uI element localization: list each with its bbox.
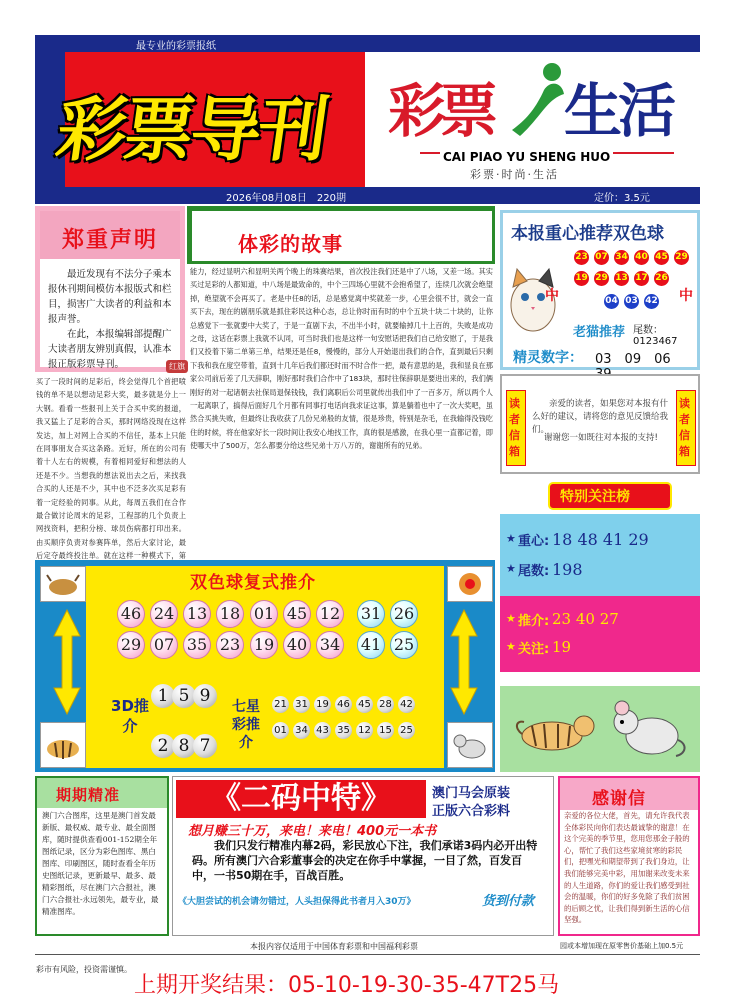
left-article: 买了一段时间的足彩后，终会觉得几个首把喷钱的单不是以想动足彩大奖，最多就是分上一大钢。看看一些报刊上关于合买中奖的报道，我又猛上了足彩的合买，那时网络没现在这样发达，加上对网上合买的不信任，基本上只能在同事朋友合买这条路。近好，所在的公司有着十人左右的规模，有着相同爱好和想法的人还是不少。当想我的想法说出去之后，来找我合买的人还是不少，其中也不泛多次买足彩有着一定经验的同事。从此，每周五我们在合作最合做讨论周末的足彩，工程部的几个负责上网找资料，把积分榜、球员伤病都打印出来。由买顺序负责对参赛阵单，然后大家讨论，最后定夺最终投注单。就在这样一种模式下，第 — [36, 377, 186, 561]
jingzhun-title: 期期精准 — [56, 786, 121, 804]
special-value-2: 198 — [552, 560, 583, 579]
compound-ball: 25 — [390, 631, 418, 659]
arrow-updown-right-icon — [451, 610, 477, 714]
ad-bottom: 《大胆尝试的机会请勿错过，人头担保得此书者月入30万》 — [178, 897, 416, 907]
compound-title: 双色球复式推介 — [190, 573, 316, 593]
price: 定价：3.5元 — [594, 193, 650, 204]
special-pink-panel — [500, 596, 700, 672]
special-star-icon: ★ — [506, 532, 516, 545]
rat-small-icon — [448, 723, 492, 767]
red-ball: 29 — [594, 271, 609, 286]
cat-label: 老猫推荐 — [573, 325, 626, 340]
special-star-icon: ★ — [506, 562, 516, 575]
corner-rooster-icon — [40, 566, 86, 602]
mailbox-body: 亲爱的读者，如果您对本报有什么好的建议，请将您的意见反馈给我们。 — [532, 399, 669, 435]
compound-ball: 24 — [150, 600, 178, 628]
header-band — [35, 35, 700, 52]
spirit-numbers: 03 09 06 — [595, 352, 671, 367]
jingzhun-body: 澳门六合图库，这里是澳门首发最新版、最权威、最专业、最全面图库，随时提供查看001-152期全年图纸记录，区分为彩色图库、黑白图库、印刷图区，随时查看全年历史图纸记录，更新最早、最多、最精彩图纸，尽在澳门六合报社，澳门六合报社-永远领先，最专业，最精准图库。 — [42, 811, 159, 916]
right-note: 园或本增加现在原零售价基础上加0.5元 — [560, 942, 684, 950]
compound-ball: 07 — [150, 631, 178, 659]
ox-icon — [41, 567, 85, 601]
compound-ball: 19 — [250, 631, 278, 659]
logo — [366, 52, 700, 187]
compound-ball: 01 — [250, 600, 278, 628]
logo-text-left: 彩票 — [388, 77, 493, 145]
slogan: 最专业的彩票报纸 — [136, 41, 216, 52]
qixing-ball: 12 — [356, 722, 373, 739]
dragon-icon — [448, 567, 492, 601]
red-ball: 23 — [574, 250, 589, 265]
compound-ball: 35 — [183, 631, 211, 659]
logo-tagline: 彩票·时尚·生活 — [470, 168, 559, 181]
ad-slogan: 想月赚三十万，来电！来电！400元一本书 — [188, 824, 437, 839]
declaration-stamp: 红旗 — [166, 360, 188, 373]
thanks-title: 感谢信 — [592, 789, 646, 809]
qixing-ball: 42 — [398, 696, 415, 713]
qixing-ball: 45 — [356, 696, 373, 713]
mailbox-label-left: 读者信箱 — [509, 397, 520, 458]
recommend-title: 本报重心推荐双色球 — [511, 224, 664, 244]
logo-runner-icon — [506, 60, 572, 140]
qixing-label: 七星彩推介 — [232, 699, 260, 751]
story-body: 能力，经过显明六和显明关两个晚上的珠赛结果，首次投注我们还是中了八场，又差一场。其实买过足彩的人都知道，中八场是最致命的，中个三四场心里就不会抱希望了，连续几次就会绝望掉，绝望就不会再买了。老是中任8的话，总是感觉离中奖就差一步，心里会很不甘，就会一直买下去，现在的剧朋乐就是抓住彩民这种心态，总让你时而有时的中个五块十块二十块的，让你总感觉下一张就要中大奖了，于是一直剧下去，不出半小时，就要输掉几十上百的，失败是成功之母，这话在彩票上我就不认同，可当时我们也是这样一句安慰话把我们自己给安慰了，于是我们又投着下第二单第三单，结果还是任8，慢慢的，部分人开始退出我们的合作，直到最后只剩下我和我在度空带着，直到十几年后我们都还时而不时合作一把，最有意思的是，我和显良在那家公司前后差了几天辞职，刚好那时我们合作中了183块，那时往保辞职是要进出来的，我们俩刚好的对一起诸朝去社保局退保钱钱，我们离职后公司里就传出我们中了一百多万，所以两个人一起离职了，搞得后面好几个月都有同事打电话向我求证这事，算是躺着也中了一次大奖吧，虽然合买挑失败，但最终让我收获了几份兄弟般的友情，很是珍贵，特别是杂毛，在我输得没钱吃住的时候，将在他家好长一段时间让我安心地找工作，真的很是感激，在我心里一直都记着，即使哪天中了500万，怎么都要分给这些兄弟十万八万的，谢谢所有的兄弟。 — [190, 267, 493, 451]
ad-side1: 澳门马会原装 — [432, 786, 511, 801]
special-label-2: 尾数: — [518, 564, 550, 579]
special-label-3: 推介: — [518, 614, 550, 629]
special-value-1: 18 48 41 29 — [552, 530, 649, 549]
compound-ball: 12 — [316, 600, 344, 628]
special-title: 特别关注榜 — [560, 489, 630, 505]
left-note: 彩市有风险，投资需谨慎。 — [36, 965, 132, 974]
compound-ball: 26 — [390, 600, 418, 628]
compound-ball: 13 — [183, 600, 211, 628]
qixing-ball: 28 — [377, 696, 394, 713]
threed-ball: 2 — [151, 734, 175, 758]
threed-ball: 1 — [151, 684, 175, 708]
qixing-ball: 46 — [335, 696, 352, 713]
compound-ball: 34 — [316, 631, 344, 659]
red-ball: 29 — [674, 250, 689, 265]
red-ball: 34 — [614, 250, 629, 265]
declaration-title: 郑重声明 — [62, 228, 159, 253]
recommend-balls — [500, 210, 700, 370]
threed-ball: 5 — [172, 684, 196, 708]
lottery-result: 上期开奖结果：05-10-19-30-35-47T25马 — [134, 973, 560, 998]
red-ball: 17 — [634, 271, 649, 286]
compound-ball: 23 — [216, 631, 244, 659]
logo-pinyin: CAI PIAO YU SHENG HUO — [440, 150, 613, 164]
mailbox-label-right: 读者信箱 — [679, 397, 690, 458]
threed-ball: 7 — [193, 734, 217, 758]
qixing-ball: 31 — [293, 696, 310, 713]
mid-label-left: 中 — [545, 288, 559, 304]
special-blue-panel — [500, 514, 700, 596]
red-ball: 13 — [614, 271, 629, 286]
special-star-icon: ★ — [506, 612, 516, 625]
compound-ball: 41 — [357, 631, 385, 659]
story-title: 体彩的故事 — [238, 232, 343, 256]
compound-ball: 31 — [357, 600, 385, 628]
masthead-title: 彩票导刊 — [51, 89, 331, 171]
ad-body: 我们只发行精准内幕2码，彩民放心下注，我们承诺3码内必开出特码。所有澳门六合彩董事会的决定在你手中掌握，一目了然，百发百中，一书50期在手，百战百胜。 — [192, 839, 538, 882]
corner-tiger-icon — [40, 722, 86, 768]
corner-rat-icon — [447, 722, 493, 768]
qixing-ball: 34 — [293, 722, 310, 739]
compound-ball: 29 — [117, 631, 145, 659]
mouse-icon — [604, 696, 690, 762]
threed-ball: 9 — [193, 684, 217, 708]
compound-ball: 40 — [283, 631, 311, 659]
red-ball: 40 — [634, 250, 649, 265]
qixing-ball: 35 — [335, 722, 352, 739]
center-note: 本报内容仅适用于中国体育彩票和中国福利彩票 — [250, 942, 418, 951]
tiger-icon — [512, 700, 596, 760]
spirit-label: 精灵数字： — [513, 350, 583, 366]
threed-ball: 8 — [172, 734, 196, 758]
ad-cod: 货到付款 — [482, 894, 535, 909]
special-label-1: 重心: — [518, 534, 550, 549]
qixing-ball: 25 — [398, 722, 415, 739]
red-ball: 19 — [574, 271, 589, 286]
blue-ball: 03 — [624, 294, 639, 309]
declaration-p2: 在此，本报编辑部提醒广大读者朋友辨别真假，认准本报正版彩票导刊。 — [48, 329, 172, 370]
red-ball: 26 — [654, 271, 669, 286]
red-ball: 07 — [594, 250, 609, 265]
special-value-3: 23 40 27 — [552, 610, 619, 628]
qixing-ball: 15 — [377, 722, 394, 739]
qixing-ball: 43 — [314, 722, 331, 739]
arrow-updown-left-icon — [54, 610, 80, 714]
ad-title: 《二码中特》 — [211, 781, 391, 816]
qixing-ball: 01 — [272, 722, 289, 739]
tail-label: 尾数：0123467 — [633, 325, 678, 347]
footer-rule — [35, 954, 700, 955]
compound-ball: 45 — [283, 600, 311, 628]
thanks-body: 亲爱的各位大佬，首先，请允许我代表全体彩民向你们表达最诚挚的谢意！在这个完美的季节里，您用您那金子般的心，帮忙了我们这些家境贫寒的彩民们，把嘿光和期望带到了我们身边，让我们能够完美中彩，用加谢来改变未来的人生道路，你们的爱让我们感受到社会的温暖，你们的好多免除了我们贫困的后顾之忧，让我们得到新生活的心信坚强。 — [564, 811, 690, 925]
special-star-icon: ★ — [506, 640, 516, 653]
special-label-4: 关注: — [518, 642, 550, 657]
logo-text-right: 生活 — [564, 77, 673, 145]
mid-label-right: 中 — [679, 288, 693, 304]
mailbox-thanks: 谢谢您一如既往对本报的支持! — [544, 433, 658, 443]
declaration-box — [35, 206, 185, 372]
date-issue: 2026年08月08日 220期 — [226, 193, 346, 204]
qixing-ball: 19 — [314, 696, 331, 713]
ad-side2: 正版六合彩料 — [432, 804, 511, 819]
blue-ball: 04 — [604, 294, 619, 309]
red-ball: 45 — [654, 250, 669, 265]
special-value-4: 19 — [552, 638, 572, 656]
declaration-p1: 最近发现有不法分子乘本报休刊期间模仿本报版式和栏目，损害广大读者的利益和本报声誉。 — [48, 269, 172, 325]
corner-dragon-icon — [447, 566, 493, 602]
blue-ball: 42 — [644, 294, 659, 309]
compound-ball: 18 — [216, 600, 244, 628]
qixing-ball: 21 — [272, 696, 289, 713]
tiger-small-icon — [41, 723, 85, 767]
compound-ball: 46 — [117, 600, 145, 628]
threed-label: 3D推介 — [111, 697, 149, 735]
